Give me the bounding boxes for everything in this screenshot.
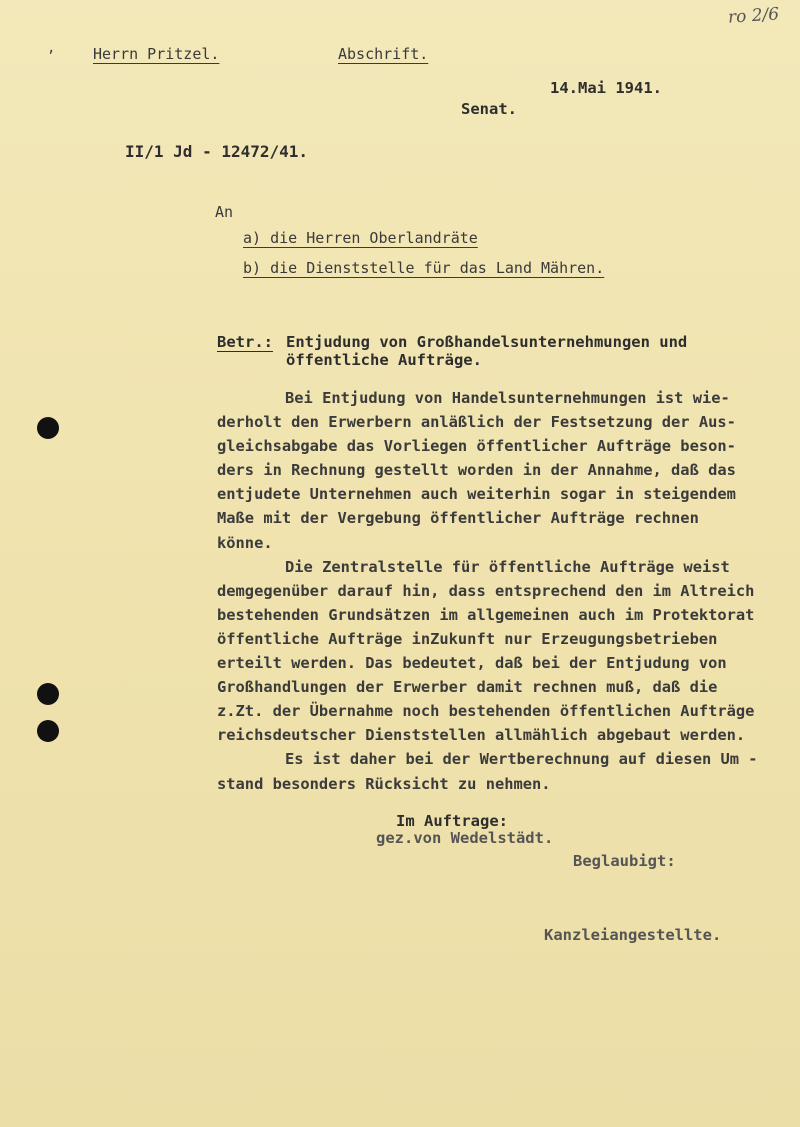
address-to: An [215, 203, 234, 221]
body-line: Die Zentralstelle für öffentliche Aufträge weist [285, 557, 730, 576]
subject-line-2: öffentliche Aufträge. [286, 351, 482, 369]
body-line: demgegenüber darauf hin, dass entsprechend den im Altreich [217, 581, 755, 600]
office-name: Senat. [461, 100, 517, 118]
punch-hole [37, 720, 59, 742]
recipient-note: Herrn Pritzel. [93, 45, 220, 63]
body-line: gleichsabgabe das Vorliegen öffentlicher Aufträge beson- [217, 437, 736, 456]
address-a: a) die Herren Oberlandräte [243, 229, 478, 247]
letter-body [217, 386, 797, 796]
body-line: erteilt werden. Das bedeutet, daß bei der Entjudung von [217, 654, 727, 673]
punch-hole [37, 683, 59, 705]
body-line: z.Zt. der Übernahme noch bestehenden öffentlichen Aufträge [217, 702, 755, 721]
body-line: Es ist daher bei der Wertberechnung auf diesen Um - [285, 750, 758, 769]
signature-order: Im Auftrage: [396, 812, 508, 830]
reference-number: II/1 Jd - 12472/41. [125, 142, 309, 161]
body-line: Bei Entjudung von Handelsunternehmungen ist wie- [285, 389, 730, 407]
body-line: Maße mit der Vergebung öffentlicher Aufträge rechnen [217, 509, 699, 528]
body-line: entjudete Unternehmen auch weiterhin sogar in steigendem [217, 485, 736, 504]
body-line: derholt den Erwerbern anläßlich der Festsetzung der Aus- [217, 413, 736, 432]
body-line: öffentliche Aufträge inZukunft nur Erzeugungsbetrieben [217, 629, 718, 648]
subject-label: Betr.: [217, 333, 273, 351]
body-line: ders in Rechnung gestellt worden in der Annahme, daß das [217, 461, 736, 480]
signature-certified: Beglaubigt: [573, 852, 676, 870]
subject-line-1: Entjudung von Großhandelsunternehmungen und [286, 333, 688, 351]
body-line: stand besonders Rücksicht zu nehmen. [217, 774, 551, 793]
document-date: 14.Mai 1941. [550, 79, 662, 97]
body-line: könne. [217, 533, 273, 552]
signature-signed: gez.von Wedelstädt. [376, 829, 554, 847]
body-line: Großhandlungen der Erwerber damit rechnen muß, daß die [217, 678, 718, 697]
margin-mark: , [47, 40, 56, 56]
clerk-title: Kanzleiangestellte. [544, 926, 722, 944]
body-line: reichsdeutscher Dienststellen allmählich abgebaut werden. [217, 726, 746, 745]
handwritten-note: ro 2/6 [727, 4, 780, 28]
punch-hole [37, 417, 59, 439]
copy-label: Abschrift. [338, 45, 429, 63]
body-line: bestehenden Grundsätzen im allgemeinen auch im Protektorat [217, 605, 755, 624]
address-b: b) die Dienststelle für das Land Mähren. [243, 259, 605, 277]
